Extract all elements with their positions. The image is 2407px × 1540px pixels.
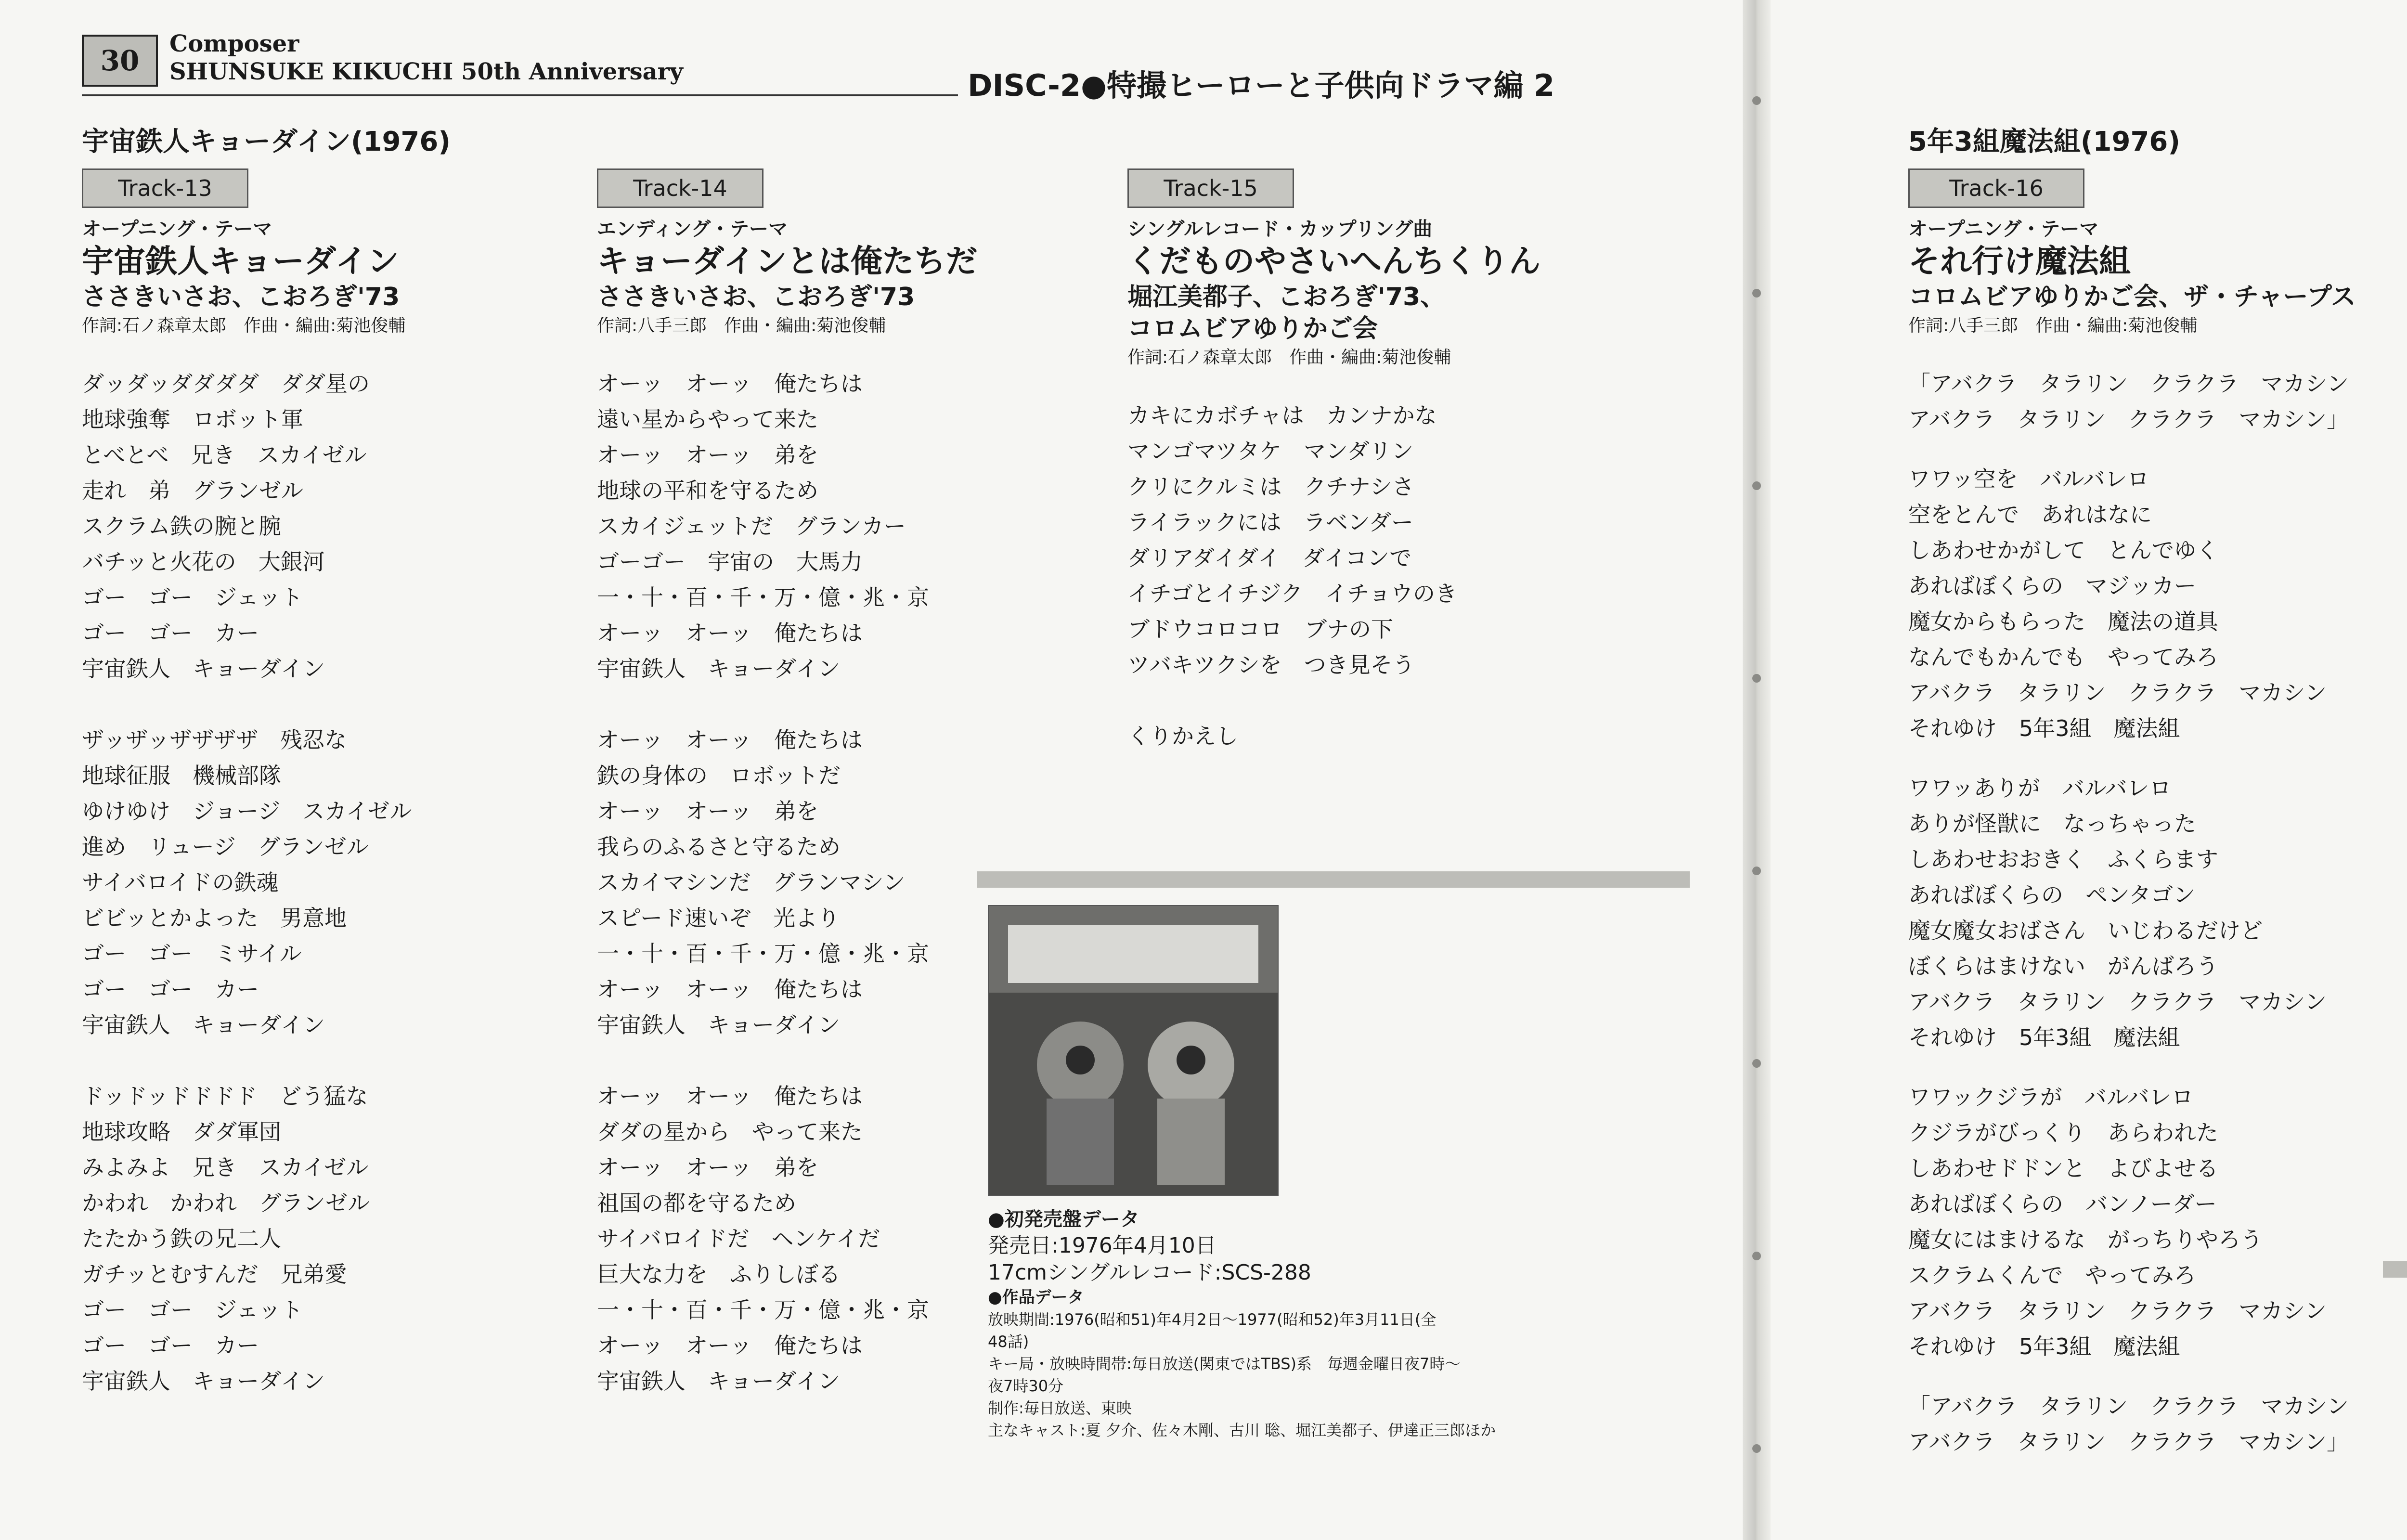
header-rule xyxy=(82,94,958,96)
lyric-line: 一・十・百・千・万・億・兆・京 xyxy=(597,1297,929,1323)
lyric-line: ゴー ゴー ジェット xyxy=(82,1297,303,1323)
theme-type: オープニング・テーマ xyxy=(1908,218,2099,240)
page-number-left: 30 xyxy=(82,35,158,87)
lyric-line: しあわせかがして とんでゆく xyxy=(1908,537,2218,563)
composer-subline: SHUNSUKE KIKUCHI 50th Anniversary xyxy=(169,58,683,85)
lyric-line: ダッダッダダダダ ダダ星の xyxy=(82,371,370,397)
lyric-line: 一・十・百・千・万・億・兆・京 xyxy=(597,584,929,610)
lyric-line: ライラックには ラベンダー xyxy=(1127,509,1413,535)
lyric-line: ブドウコロコロ ブナの下 xyxy=(1127,616,1393,642)
track-label: Track-16 xyxy=(1908,168,2084,208)
lyric-line: かわれ かわれ グランゼル xyxy=(82,1190,370,1216)
binding-spine xyxy=(1743,0,1771,1540)
binding-hole xyxy=(1752,1059,1761,1068)
lyric-line: 魔女にはまけるな がっちりやろう xyxy=(1908,1227,2263,1253)
lyric-line: ドッドッドドドド どう猛な xyxy=(82,1083,368,1109)
release-heading: ●初発売盤データ xyxy=(988,1208,1139,1230)
song-title: キョーダインとは俺たちだ xyxy=(597,243,978,280)
lyric-line: 祖国の都を守るため xyxy=(597,1190,796,1216)
track-14-column xyxy=(597,217,978,1435)
lyrics-stanza xyxy=(1127,398,1540,683)
lyric-line: ゴー ゴー ミサイル xyxy=(82,941,302,967)
credit: 作詞:石ノ森章太郎 作曲・編曲:菊池俊輔 xyxy=(1127,348,1451,367)
work-data-heading: ●作品データ xyxy=(988,1288,1084,1307)
lyric-line: バチッと火花の 大銀河 xyxy=(82,549,325,575)
lyrics-stanza xyxy=(82,366,412,686)
lyric-line: なんでもかんでも やってみろ xyxy=(1908,644,2218,670)
lyric-line: オーッ オーッ 俺たちは xyxy=(597,1333,863,1359)
release-line: 発売日:1976年4月10日 xyxy=(988,1233,1216,1258)
section-title-mahougumi: 5年3組魔法組(1976) xyxy=(1908,126,2180,157)
track-13-column xyxy=(82,217,412,1435)
lyric-line: オーッ オーッ 弟を xyxy=(597,1154,818,1180)
lyric-line: 巨大な力を ふりしぼる xyxy=(597,1261,841,1287)
lyric-line: オーッ オーッ 弟を xyxy=(597,798,818,824)
lyrics-stanza xyxy=(597,366,978,686)
lyric-line: 鉄の身体の ロボットだ xyxy=(597,763,841,789)
binding-hole xyxy=(1752,674,1761,683)
lyric-line: ぼくらはまけない がんばろう xyxy=(1908,953,2218,979)
lyric-line: オーッ オーッ 俺たちは xyxy=(597,976,863,1002)
artist: ささきいさお、こおろぎ'73 xyxy=(597,283,915,311)
lyric-line: 宇宙鉄人 キョーダイン xyxy=(82,1368,325,1394)
composer-line: Composer xyxy=(169,30,299,57)
lyric-line: 地球征服 機械部隊 xyxy=(82,763,281,789)
lyrics-stanza xyxy=(1908,1079,2356,1364)
release-data-kyodain xyxy=(988,1206,1496,1441)
lyric-line: しあわせドドンと よびよせる xyxy=(1908,1155,2218,1181)
binding-hole xyxy=(1752,289,1761,298)
composer-heading xyxy=(169,30,683,86)
track-label: Track-14 xyxy=(597,168,764,208)
lyric-line: あればぼくらの マジッカー xyxy=(1908,573,2196,599)
lyric-line: 空をとんで あれはなに xyxy=(1908,502,2152,528)
lyric-line: 進め リュージ グランゼル xyxy=(82,834,369,860)
lyric-line: ありが怪獣に なっちゃった xyxy=(1908,811,2196,837)
lyric-line: ビビッとかよった 男意地 xyxy=(82,905,347,931)
lyric-line: みよみよ 兄き スカイゼル xyxy=(82,1154,369,1180)
lyric-line: あればぼくらの バンノーダー xyxy=(1908,1191,2217,1217)
lyrics-stanza xyxy=(82,1078,412,1399)
work-data-line: 夜7時30分 xyxy=(988,1377,1064,1395)
lyric-line: ダダの星から やって来た xyxy=(597,1119,863,1145)
lyric-line: それゆけ 5年3組 魔法組 xyxy=(1908,1333,2180,1359)
lyric-line: スクラム鉄の腕と腕 xyxy=(82,513,281,539)
lyrics-stanza xyxy=(597,722,978,1043)
lyric-line: ゴー ゴー カー xyxy=(82,1333,259,1359)
credit: 作詞:八手三郎 作曲・編曲:菊池俊輔 xyxy=(1908,316,2198,336)
lyric-line: しあわせおおきく ふくらます xyxy=(1908,846,2218,872)
lyric-line: 遠い星からやって来た xyxy=(597,406,818,432)
lyric-line: ゴー ゴー カー xyxy=(82,976,259,1002)
lyric-line: 宇宙鉄人 キョーダイン xyxy=(82,656,325,682)
lyric-line: 地球攻略 ダダ軍団 xyxy=(82,1119,281,1145)
lyrics-stanza xyxy=(82,722,412,1043)
lyric-line: ゴー ゴー カー xyxy=(82,620,259,646)
lyric-line: オーッ オーッ 俺たちは xyxy=(597,727,863,753)
lyric-line: それゆけ 5年3組 魔法組 xyxy=(1908,715,2180,741)
lyric-line: サイバロイドだ ヘンケイだ xyxy=(597,1226,880,1252)
lyric-line: アバクラ タラリン クラクラ マカシン」 xyxy=(1908,406,2349,432)
work-data-line: 48話) xyxy=(988,1333,1029,1351)
lyric-line: オーッ オーッ 俺たちは xyxy=(597,371,863,397)
lyric-line: アバクラ タラリン クラクラ マカシン xyxy=(1908,680,2327,706)
lyric-line: 宇宙鉄人 キョーダイン xyxy=(597,656,841,682)
lyrics-stanza xyxy=(1908,770,2356,1055)
lyric-line: 地球強奪 ロボット軍 xyxy=(82,406,303,432)
lyric-line: それゆけ 5年3組 魔法組 xyxy=(1908,1024,2180,1050)
track-16-column xyxy=(1908,217,2356,1460)
lyric-line: ザッザッザザザザ 残忍な xyxy=(82,727,347,753)
record-cover-kyodain xyxy=(988,905,1279,1196)
work-data-line: 放映期間:1976(昭和51)年4月2日〜1977(昭和52)年3月11日(全 xyxy=(988,1310,1436,1329)
credit: 作詞:石ノ森章太郎 作曲・編曲:菊池俊輔 xyxy=(82,316,406,336)
lyric-line: 「アバクラ タラリン クラクラ マカシン xyxy=(1908,371,2349,397)
lyric-line: オーッ オーッ 俺たちは xyxy=(597,620,863,646)
lyric-line: オーッ オーッ 俺たちは xyxy=(597,1083,863,1109)
lyric-line: ガチッとむすんだ 兄弟愛 xyxy=(82,1261,347,1287)
release-line: 17cmシングルレコード:SCS-288 xyxy=(988,1260,1311,1285)
lyric-line: 一・十・百・千・万・億・兆・京 xyxy=(597,941,929,967)
binding-hole xyxy=(1752,867,1761,875)
lyric-line: イチゴとイチジク イチョウのき xyxy=(1127,581,1457,607)
track-15-column xyxy=(1127,217,1540,789)
lyric-line: アバクラ タラリン クラクラ マカシン xyxy=(1908,989,2327,1015)
lyric-line: たたかう鉄の兄二人 xyxy=(82,1226,281,1252)
artist: 堀江美都子、こおろぎ'73、 xyxy=(1127,283,1446,311)
lyric-line: 地球の平和を守るため xyxy=(597,478,818,504)
lyric-line: サイバロイドの鉄魂 xyxy=(82,869,279,895)
song-title: 宇宙鉄人キョーダイン xyxy=(82,243,399,280)
lyrics-stanza xyxy=(1908,461,2356,746)
lyric-line: スカイジェットだ グランカー xyxy=(597,513,906,539)
theme-type: エンディング・テーマ xyxy=(597,218,788,240)
lyric-line: クジラがびっくり あらわれた xyxy=(1908,1120,2218,1146)
divider-bar xyxy=(977,871,1690,888)
lyric-line: 我らのふるさと守るため xyxy=(597,834,841,860)
work-data-line: 主なキャスト:夏 夕介、佐々木剛、古川 聡、堀江美都子、伊達正三郎ほか xyxy=(988,1421,1496,1439)
song-title: それ行け魔法組 xyxy=(1908,243,2131,280)
song-title: くだものやさいへんちくりん xyxy=(1127,243,1540,280)
lyric-line: アバクラ タラリン クラクラ マカシン xyxy=(1908,1298,2327,1324)
lyric-line: 魔女からもらった 魔法の道具 xyxy=(1908,608,2218,634)
lyric-line: ゆけゆけ ジョージ スカイゼル xyxy=(82,798,412,824)
binding-hole xyxy=(1752,481,1761,490)
lyric-line: スピード速いぞ 光より xyxy=(597,905,840,931)
lyric-line: 「アバクラ タラリン クラクラ マカシン xyxy=(1908,1393,2349,1419)
record-cover-kyodain xyxy=(989,906,1278,1195)
artist: コロムビアゆりかご会 xyxy=(1127,314,1378,343)
theme-type: シングルレコード・カップリング曲 xyxy=(1127,218,1433,240)
credit: 作詞:八手三郎 作曲・編曲:菊池俊輔 xyxy=(597,316,886,336)
lyric-line: クリにクルミは クチナシさ xyxy=(1127,474,1414,500)
lyric-line: ワワックジラが バルバレロ xyxy=(1908,1084,2194,1110)
binding-hole xyxy=(1752,1444,1761,1453)
lyric-line: ゴー ゴー ジェット xyxy=(82,584,303,610)
theme-type: オープニング・テーマ xyxy=(82,218,272,240)
track-label: Track-15 xyxy=(1127,168,1294,208)
work-data-line: キー局・放映時間帯:毎日放送(関東ではTBS)系 毎週金曜日夜7時〜 xyxy=(988,1355,1461,1373)
lyric-line: マンゴマツタケ マンダリン xyxy=(1127,438,1414,464)
lyric-line: オーッ オーッ 弟を xyxy=(597,442,818,468)
lyric-line: くりかえし xyxy=(1127,723,1238,749)
lyric-line: 魔女魔女おばさん いじわるだけど xyxy=(1908,918,2263,944)
lyric-line: スクラムくんで やってみろ xyxy=(1908,1262,2196,1288)
lyric-line: 走れ 弟 グランゼル xyxy=(82,478,303,504)
lyrics-stanza xyxy=(1908,366,2356,437)
lyric-line: あればぼくらの ペンタゴン xyxy=(1908,882,2196,908)
lyric-line: ゴーゴー 宇宙の 大馬力 xyxy=(597,549,863,575)
lyric-line: アバクラ タラリン クラクラ マカシン」 xyxy=(1908,1429,2349,1455)
lyric-line: スカイマシンだ グランマシン xyxy=(597,869,906,895)
lyrics-stanza xyxy=(597,1078,978,1399)
lyrics-stanza xyxy=(1908,1388,2356,1460)
binding-hole xyxy=(1752,1252,1761,1260)
lyric-line: 宇宙鉄人 キョーダイン xyxy=(597,1012,841,1038)
lyrics-stanza xyxy=(1127,718,1540,754)
lyric-line: カキにカボチャは カンナかな xyxy=(1127,402,1437,428)
lyric-line: ワワッ空を バルバレロ xyxy=(1908,466,2149,492)
artist: コロムビアゆりかご会、ザ・チャープス xyxy=(1908,283,2356,311)
artist: ささきいさお、こおろぎ'73 xyxy=(82,283,400,311)
lyric-line: ワワッありが バルバレロ xyxy=(1908,775,2172,801)
section-title-kyodain: 宇宙鉄人キョーダイン(1976) xyxy=(82,126,451,157)
lyric-line: とべとべ 兄き スカイゼル xyxy=(82,442,367,468)
track-label: Track-13 xyxy=(82,168,248,208)
lyric-line: 宇宙鉄人 キョーダイン xyxy=(597,1368,841,1394)
lyric-line: ダリアダイダイ ダイコンで xyxy=(1127,545,1412,571)
work-data-line: 制作:毎日放送、東映 xyxy=(988,1399,1132,1417)
disc-title: DISC-2●特撮ヒーローと子供向ドラマ編 2 xyxy=(968,68,1555,103)
binding-hole xyxy=(1752,96,1761,105)
divider-bar xyxy=(2383,1261,2407,1278)
lyric-line: ツバキツクシを つき見そう xyxy=(1127,652,1415,678)
lyric-line: 宇宙鉄人 キョーダイン xyxy=(82,1012,325,1038)
